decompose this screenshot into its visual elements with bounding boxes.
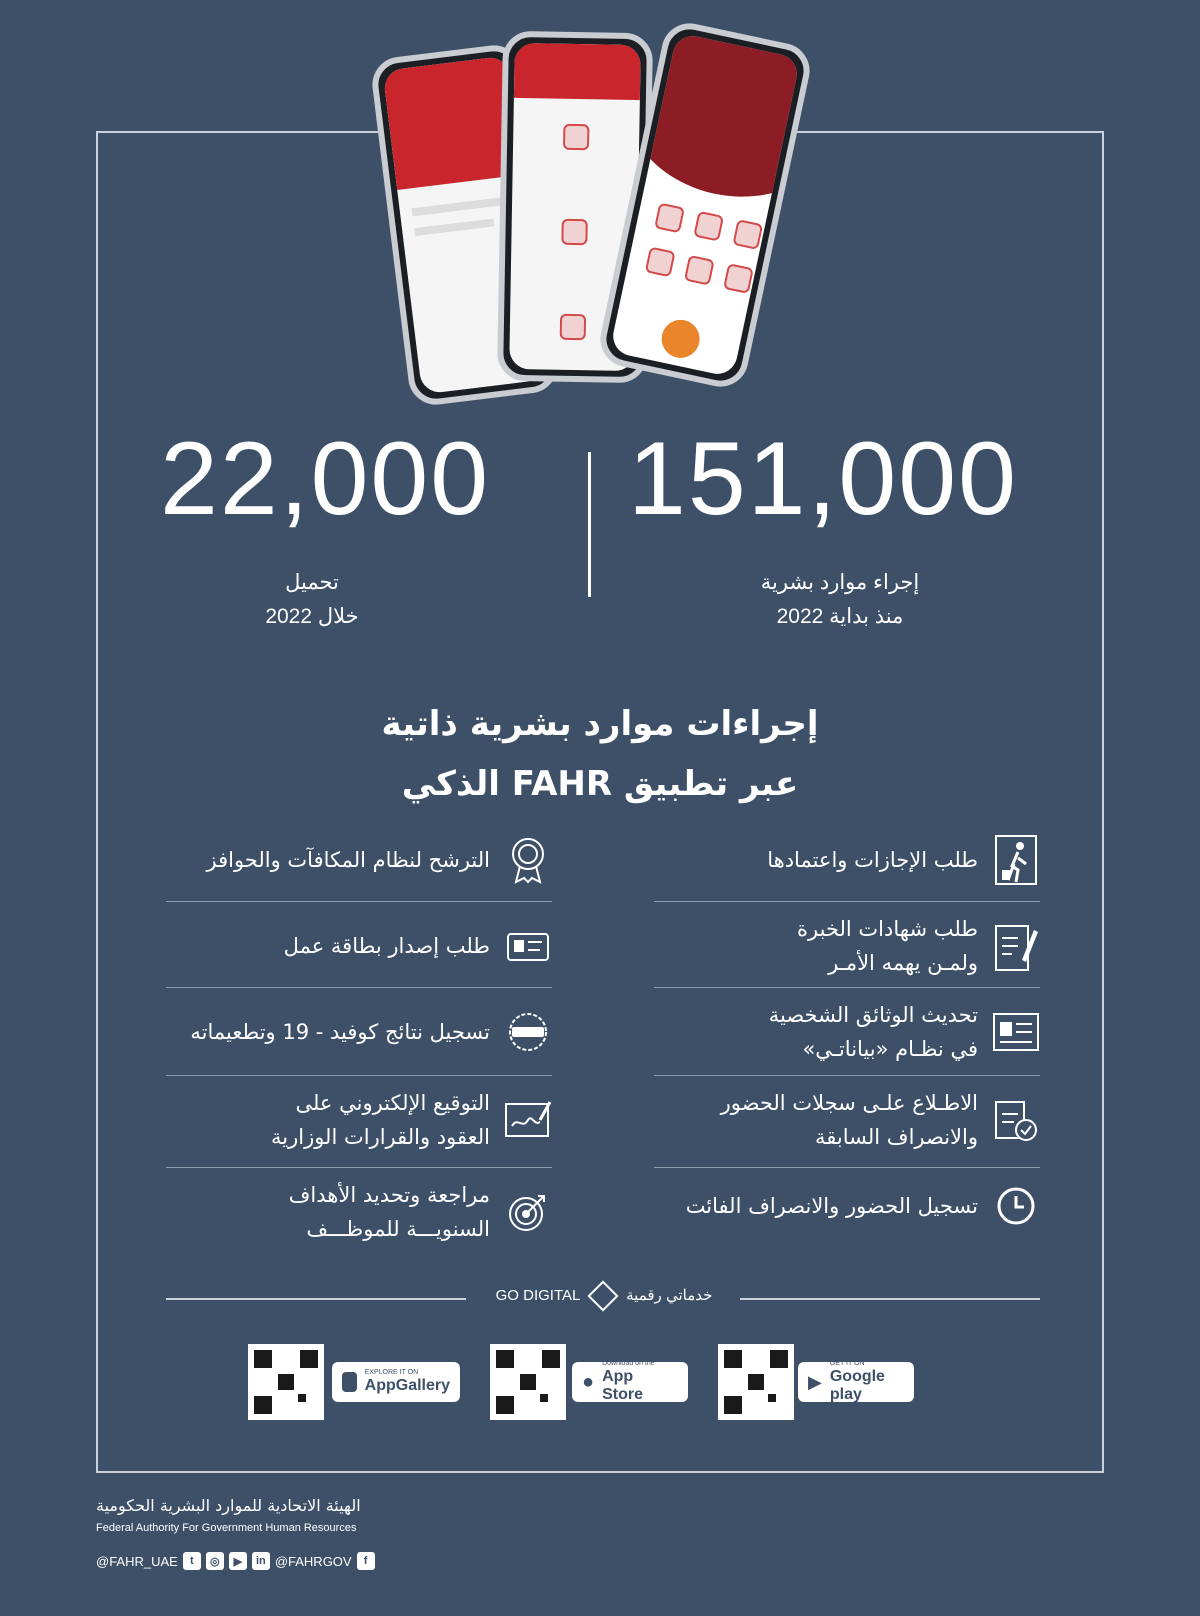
service-covid-results <box>172 1008 552 1056</box>
downloads-count: 22,000 <box>160 421 491 537</box>
divider-line <box>166 987 552 988</box>
service-e-signature <box>172 1086 552 1154</box>
divider-line <box>166 1075 552 1076</box>
service-label: تحديث الوثائق الشخصية في نظـام «بياناتـي» <box>768 1003 978 1061</box>
service-attendance-records <box>660 1086 1040 1154</box>
appgallery-badge[interactable] <box>332 1362 460 1402</box>
service-label: تسجيل نتائج كوفيد - 19 وتطعيماته <box>190 1020 490 1044</box>
service-work-card <box>172 922 552 970</box>
service-label: طلب الإجازات واعتمادها <box>767 848 978 872</box>
app-store-badge[interactable] <box>572 1362 688 1402</box>
twitter-icon[interactable]: t <box>183 1552 201 1570</box>
work-card-icon <box>504 922 552 970</box>
go-digital-en: GO DIGITAL <box>495 1286 580 1304</box>
service-label: طلب شهادات الخبرة ولمـن يهمه الأمـر <box>797 917 978 975</box>
qr-code-app-store[interactable] <box>490 1344 566 1420</box>
service-label: الاطـلاع علـى سجلات الحضور والانصراف السابقة <box>720 1091 978 1149</box>
youtube-icon[interactable]: ▶ <box>229 1552 247 1570</box>
go-digital-line-left <box>166 1298 466 1300</box>
id-card-icon <box>992 1008 1040 1056</box>
service-label: مراجعة وتحديد الأهداف السنويـــة للموظـــف <box>288 1183 490 1241</box>
divider-line <box>166 1167 552 1168</box>
service-rewards-nomination <box>172 836 552 884</box>
target-icon <box>504 1188 552 1236</box>
go-digital-label <box>474 1285 734 1307</box>
divider-line <box>654 1167 1040 1168</box>
covid-badge-icon <box>504 1008 552 1056</box>
divider-line <box>654 901 1040 902</box>
app-store-small: Download on the <box>602 1360 655 1367</box>
award-medal-icon <box>504 836 552 884</box>
play-icon: ▶ <box>808 1371 822 1392</box>
go-digital-icon <box>587 1280 618 1311</box>
social-handles <box>96 1552 375 1570</box>
go-digital-line-right <box>740 1298 1040 1300</box>
walking-luggage-icon <box>992 836 1040 884</box>
service-leave-request <box>660 836 1040 884</box>
headline-line2: عبر تطبيق FAHR الذكي <box>401 764 799 804</box>
service-label: التوقيع الإلكتروني على العقود والقرارات الوزارية <box>270 1091 490 1149</box>
linkedin-icon[interactable]: in <box>252 1552 270 1570</box>
google-play-big: Google play <box>829 1368 885 1403</box>
appgallery-small: EXPLORE IT ON <box>364 1369 419 1376</box>
divider-line <box>166 901 552 902</box>
e-signature-icon <box>504 1096 552 1144</box>
downloads-caption-line2: خلال 2022 <box>265 605 359 628</box>
service-update-documents <box>660 998 1040 1066</box>
service-label: الترشح لنظام المكافآت والحوافز <box>206 848 490 872</box>
clipboard-check-icon <box>992 1096 1040 1144</box>
handle-fahrgov[interactable]: @FAHRGOV <box>274 1553 352 1569</box>
service-experience-certificate <box>660 912 1040 980</box>
hr-procedures-caption-line1: إجراء موارد بشرية <box>760 571 920 594</box>
apple-icon: ● <box>582 1370 595 1393</box>
stats-divider <box>588 452 591 597</box>
hr-procedures-caption-line2: منذ بداية 2022 <box>776 605 904 628</box>
divider-line <box>654 987 1040 988</box>
headline-line1: إجراءات موارد بشرية ذاتية <box>381 704 819 744</box>
org-name-en: Federal Authority For Government Human Resources <box>96 1522 357 1534</box>
appgallery-big: AppGallery <box>364 1377 450 1394</box>
handle-fahr-uae[interactable]: @FAHR_UAE <box>96 1553 178 1569</box>
facebook-icon[interactable]: f <box>357 1552 375 1570</box>
qr-code-google-play[interactable] <box>718 1344 794 1420</box>
instagram-icon[interactable]: ◎ <box>206 1552 224 1570</box>
google-play-badge[interactable] <box>798 1362 914 1402</box>
google-play-small: GET IT ON <box>829 1360 865 1367</box>
service-missed-attendance <box>660 1182 1040 1230</box>
clock-icon <box>992 1182 1040 1230</box>
certificate-pen-icon <box>992 922 1040 970</box>
downloads-caption-line1: تحميل <box>285 571 339 594</box>
hr-procedures-count: 151,000 <box>628 421 1018 537</box>
huawei-icon <box>342 1372 357 1392</box>
service-annual-goals <box>172 1178 552 1246</box>
hr-procedures-caption <box>740 566 940 634</box>
downloads-caption <box>232 566 392 634</box>
org-name-ar: الهيئة الاتحادية للموارد البشرية الحكومية <box>96 1496 361 1515</box>
service-label: طلب إصدار بطاقة عمل <box>283 934 490 958</box>
service-label: تسجيل الحضور والانصراف الفائت <box>685 1194 978 1218</box>
app-phones-illustration <box>380 10 840 410</box>
app-store-big: App Store <box>602 1368 643 1403</box>
qr-code-appgallery[interactable] <box>248 1344 324 1420</box>
go-digital-ar: خدماتي رقمية <box>626 1286 713 1304</box>
divider-line <box>654 1075 1040 1076</box>
